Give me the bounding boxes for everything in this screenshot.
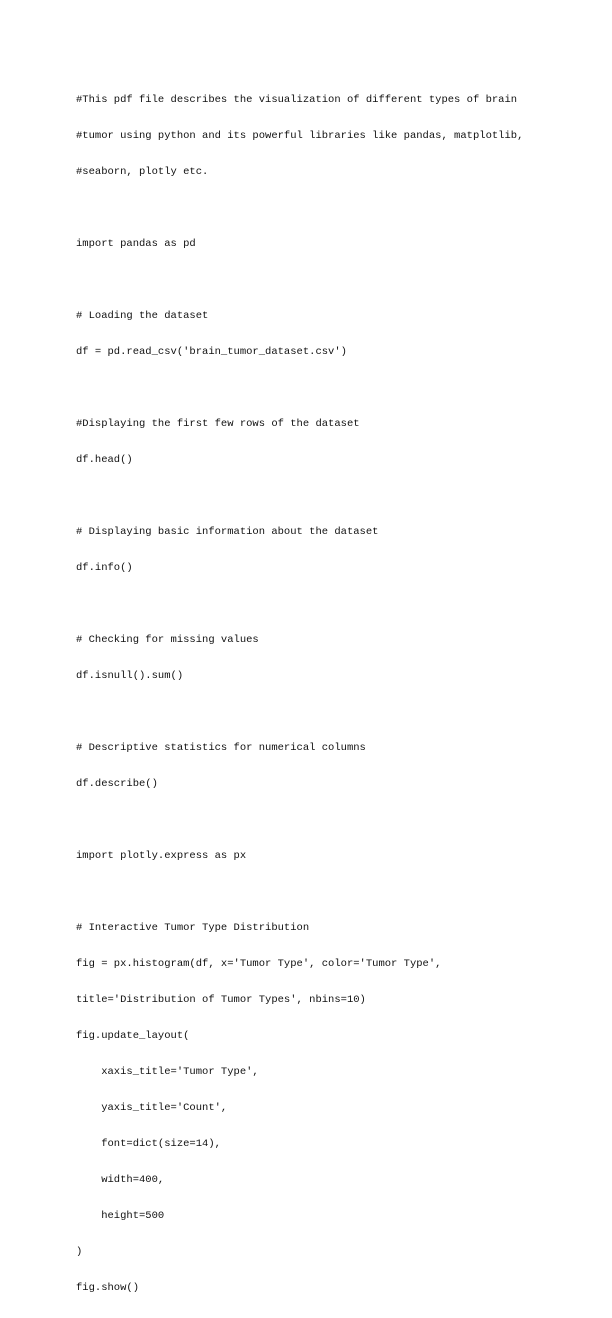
comment-line: #seaborn, plotly etc. <box>76 166 209 178</box>
code-line: xaxis_title='Tumor Type', <box>76 1066 259 1078</box>
code-line: width=400, <box>76 1174 165 1186</box>
comment-line: # Descriptive statistics for numerical columns <box>76 742 366 754</box>
code-line: height=500 <box>76 1210 165 1222</box>
code-line: ) <box>76 1246 83 1258</box>
code-line: font=dict(size=14), <box>76 1138 221 1150</box>
comment-line: #Displaying the first few rows of the dataset <box>76 418 360 430</box>
comment-line: #This pdf file describes the visualization of different types of brain <box>76 94 518 106</box>
blank-line <box>76 490 523 502</box>
code-line: df.info() <box>76 562 133 574</box>
blank-line <box>76 382 523 394</box>
blank-line <box>76 598 523 610</box>
code-line: fig.show() <box>76 1282 140 1294</box>
code-block <box>76 70 523 1318</box>
code-line: yaxis_title='Count', <box>76 1102 228 1114</box>
blank-line <box>76 814 523 826</box>
blank-line <box>76 274 523 286</box>
code-line: df.describe() <box>76 778 158 790</box>
comment-line: # Displaying basic information about the dataset <box>76 526 379 538</box>
code-line: df = pd.read_csv('brain_tumor_dataset.csv') <box>76 346 347 358</box>
blank-line <box>76 886 523 898</box>
comment-line: # Interactive Tumor Type Distribution <box>76 922 310 934</box>
blank-line <box>76 202 523 214</box>
code-line: fig.update_layout( <box>76 1030 190 1042</box>
comment-line: # Checking for missing values <box>76 634 259 646</box>
comment-line: # Loading the dataset <box>76 310 209 322</box>
comment-line: #tumor using python and its powerful libraries like pandas, matplotlib, <box>76 130 524 142</box>
code-line: title='Distribution of Tumor Types', nbins=10) <box>76 994 366 1006</box>
blank-line <box>76 706 523 718</box>
code-line: fig = px.histogram(df, x='Tumor Type', color='Tumor Type', <box>76 958 442 970</box>
code-line: import plotly.express as px <box>76 850 247 862</box>
code-line: df.isnull().sum() <box>76 670 184 682</box>
code-line: df.head() <box>76 454 133 466</box>
code-line: import pandas as pd <box>76 238 196 250</box>
